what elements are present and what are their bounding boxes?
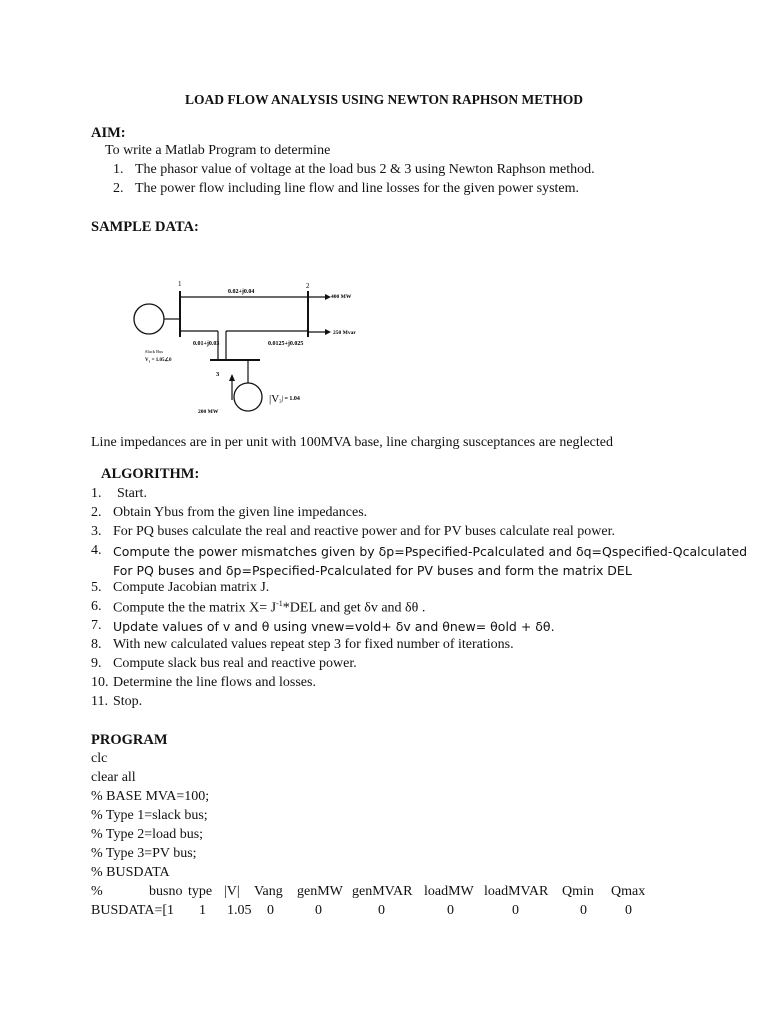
impedance-1-2: 0.02+j0.04 [228,289,255,295]
power-system-diagram [125,275,356,420]
busdata-header-cell: loadMW [424,884,474,899]
busdata-cell: 0 [267,903,274,918]
step-number: 2. [91,505,102,520]
step-text: For PQ buses calculate the real and reactive power and for PV buses calculate real power. [113,524,615,539]
step-text: Start. [117,486,147,501]
slack-voltage-label: $V_1$ = 1.05∠0 [145,358,172,364]
busdata-header-cell: genMW [297,884,343,899]
aim-item-number: 2. [113,181,124,196]
busdata-cell: 1 [199,903,206,918]
bus-2-label: 2 [306,282,310,290]
code-line: % BUSDATA [91,865,170,880]
impedance-1-3: 0.01+j0.03 [193,341,220,347]
step-text: Obtain Ybus from the given line impedances. [113,505,368,520]
step-number: 8. [91,637,102,652]
step-number: 11. [91,694,108,709]
step-text: Compute slack bus real and reactive power. [113,656,357,671]
code-line: clc [91,751,108,766]
busdata-cell: 0 [512,903,519,918]
impedance-2-3: 0.0125+j0.025 [268,341,304,347]
line-impedance-note: Line impedances are in per unit with 100MVA base, line charging susceptances are neglected [91,435,613,450]
step-text: With new calculated values repeat step 3 for fixed number of iterations. [113,637,514,652]
busdata-cell: 0 [315,903,322,918]
step-text: Determine the line flows and losses. [113,675,316,690]
algorithm-heading: ALGORITHM: [101,466,200,482]
bus-1-label: 1 [178,280,182,288]
step-number: 3. [91,524,102,539]
step-number: 10. [91,675,109,690]
busdata-header-cell: genMVAR [352,884,413,899]
busdata-cell: 0 [580,903,587,918]
slack-bus-label: Slack Bus [145,349,164,354]
bus-3-voltage-label: $|V3^{| = 1.04}$ [269,393,300,405]
aim-heading: AIM: [91,125,126,141]
step-text: Stop. [113,694,143,709]
busdata-cell: 1.05 [227,903,252,918]
slack-generator-icon [134,304,164,334]
step-number: 1. [91,486,102,501]
load-mw-label: 400 MW [331,294,352,300]
busdata-cell: 0 [625,903,632,918]
page-title: LOAD FLOW ANALYSIS USING NEWTON RAPHSON METHOD [184,92,584,107]
busdata-cell: 0 [378,903,385,918]
program-heading: PROGRAM [91,732,168,748]
busdata-cell: 0 [447,903,454,918]
busdata-header-cell: |V| [224,884,240,899]
busdata-header-cell: Qmax [611,884,646,899]
busdata-header-cell: busno [149,884,183,899]
busdata-header-cell: type [188,884,213,899]
step-text: Compute Jacobian matrix J. [113,580,270,595]
aim-item-text: The phasor value of voltage at the load bus 2 & 3 using Newton Raphson method. [135,162,595,177]
step-number: 9. [91,656,102,671]
busdata-header-cell: loadMVAR [484,884,549,899]
busdata-cell: BUSDATA=[1 [91,903,175,918]
step-number: 4. [91,543,102,558]
code-line: % Type 1=slack bus; [91,808,208,823]
bus-3-generator-icon [234,383,262,411]
busdata-header-cell: Vang [254,884,283,899]
step-number: 6. [91,599,102,614]
aim-item-number: 1. [113,162,124,177]
gen-3-mw-label: 200 MW [198,409,219,415]
step-number: 5. [91,580,102,595]
sample-data-heading: SAMPLE DATA: [91,219,199,235]
busdata-header-cell: Qmin [562,884,594,899]
code-line: clear all [91,770,136,785]
step-text-continued: For PQ buses and δp=Pspecified-Pcalculated for PV buses and form the matrix DEL [113,563,632,578]
bus-3-label: 3 [216,371,220,378]
code-line: % Type 3=PV bus; [91,846,197,861]
code-line: % Type 2=load bus; [91,827,204,842]
step-number: 7. [91,618,102,633]
aim-intro: To write a Matlab Program to determine [105,143,331,158]
aim-item-text: The power flow including line flow and line losses for the given power system. [135,181,580,196]
busdata-header-cell: % [91,884,103,899]
step-text: Compute the power mismatches given by δp=Pspecified-Pcalculated and δq=Qspecified-Qcalculated [113,544,748,559]
code-line: % BASE MVA=100; [91,789,210,804]
load-mvar-label: 250 Mvar [333,330,356,336]
step-text: Update values of v and θ using vnew=vold+ δv and θnew= θold + δθ. [113,619,555,634]
step-text: Compute the the matrix $X= J^{-1}*DEL$ and get δv and δθ . [113,599,426,616]
